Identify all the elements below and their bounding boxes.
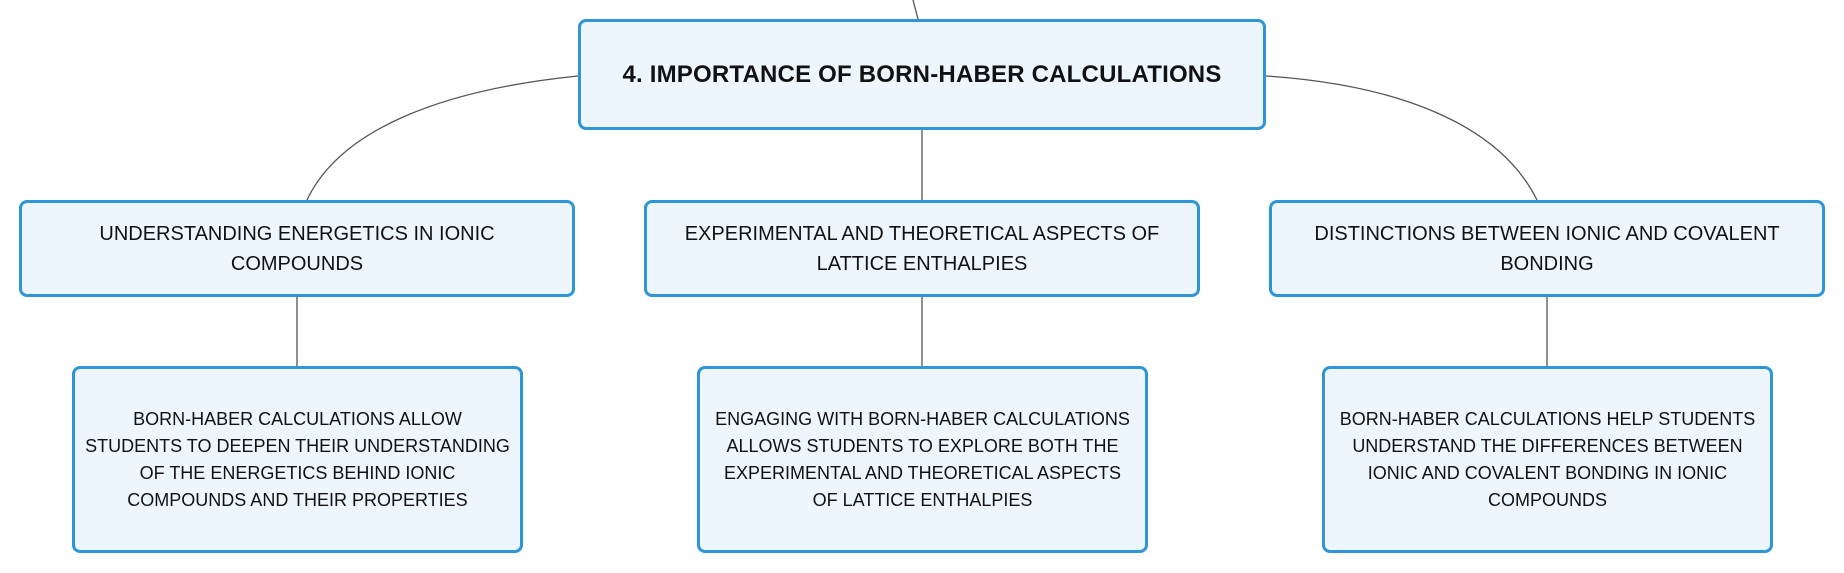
connector-root-branch-1 xyxy=(307,76,578,200)
detail-text: ENGAGING WITH BORN-HABER CALCULATIONS ALLOWS STUDENTS TO EXPLORE BOTH THE EXPERIMENTAL AND THEORETICAL ASPECTS OF LATTICE ENTHALPIES xyxy=(715,408,1130,510)
connector-root-branch-3 xyxy=(1266,76,1537,200)
subtopic-node-energetics[interactable] xyxy=(19,200,575,297)
connector-parent-root xyxy=(913,0,918,19)
subtopic-label: DISTINCTIONS BETWEEN IONIC AND COVALENT BONDING xyxy=(1314,222,1780,275)
detail-node-lattice-enthalpies[interactable] xyxy=(697,366,1148,553)
subtopic-label: UNDERSTANDING ENERGETICS IN IONIC COMPOUNDS xyxy=(99,222,495,275)
detail-text: BORN-HABER CALCULATIONS HELP STUDENTS UNDERSTAND THE DIFFERENCES BETWEEN IONIC AND COVALENT BONDING IN IONIC COMPOUNDS xyxy=(1339,408,1756,510)
subtopic-label: EXPERIMENTAL AND THEORETICAL ASPECTS OF LATTICE ENTHALPIES xyxy=(684,222,1160,275)
subtopic-node-lattice-enthalpies[interactable] xyxy=(644,200,1200,297)
detail-node-energetics[interactable] xyxy=(72,366,523,553)
root-topic-label: 4. IMPORTANCE OF BORN-HABER CALCULATIONS xyxy=(622,60,1222,88)
detail-node-ionic-covalent[interactable] xyxy=(1322,366,1773,553)
root-topic-node[interactable] xyxy=(578,19,1266,130)
detail-text: BORN-HABER CALCULATIONS ALLOW STUDENTS TO DEEPEN THEIR UNDERSTANDING OF THE ENERGETICS BEHIND IONIC COMPOUNDS AND THEIR PROPERTIES xyxy=(85,408,510,510)
subtopic-node-ionic-covalent[interactable] xyxy=(1269,200,1825,297)
